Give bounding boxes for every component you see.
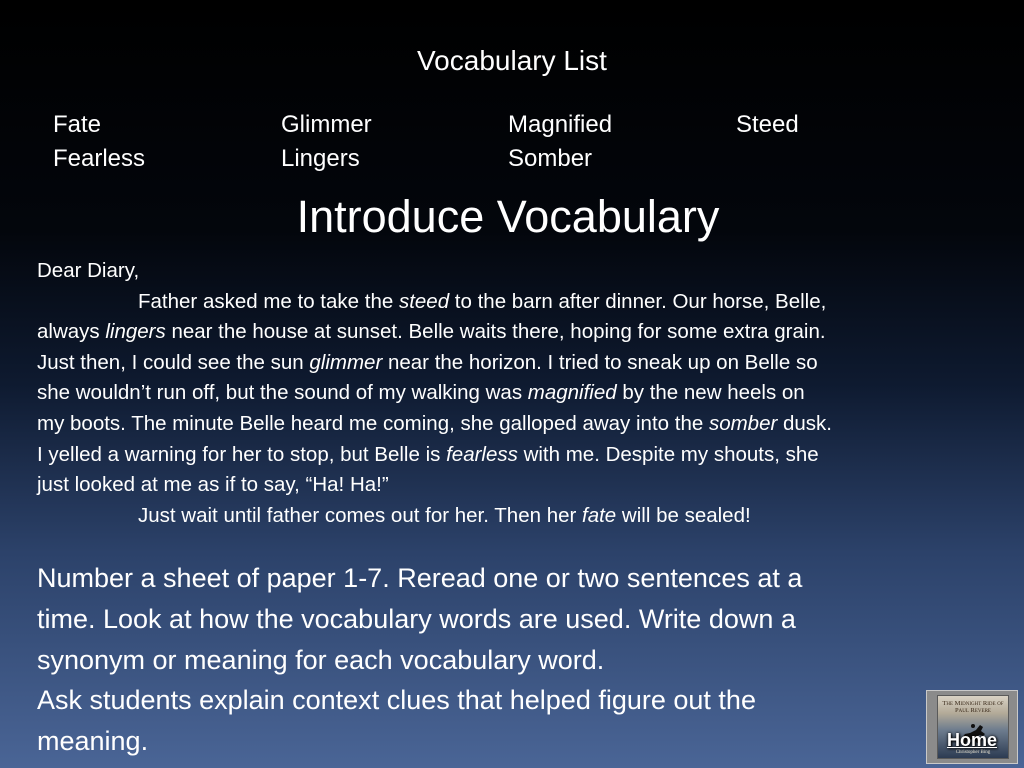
diary-text: will be sealed! — [616, 503, 751, 527]
diary-text: near the house at sunset. Belle waits there, hoping for some extra grain. — [165, 320, 826, 344]
diary-line — [37, 378, 997, 409]
diary-text: to the barn after dinner. Our horse, Belle, — [449, 289, 827, 313]
slide-title: Introduce Vocabulary — [296, 191, 720, 242]
vocab-word-in-context: somber — [708, 411, 778, 435]
home-label[interactable]: Home — [946, 730, 997, 750]
instruction-line: time. Look at how the vocabulary words are used. Write down a — [37, 603, 796, 634]
diary-text: I yelled a warning for her to stop, but Belle is — [37, 442, 447, 466]
vocab-word-steed: Steed — [736, 111, 799, 138]
vocab-word-in-context: magnified — [527, 381, 617, 405]
diary-text: my boots. The minute Belle heard me coming, she galloped away into the — [37, 411, 709, 435]
vocab-word-in-context: fearless — [446, 442, 518, 466]
diary-text: Just then, I could see the sun — [37, 350, 310, 374]
diary-text: Just wait until father comes out for her. Then her — [138, 503, 583, 527]
vocab-word-in-context: glimmer — [309, 350, 383, 374]
vocab-word-fearless: Fearless — [53, 145, 146, 172]
instruction-line: Number a sheet of paper 1-7. Reread one or two sentences at a — [37, 563, 803, 593]
home-button[interactable] — [926, 690, 1018, 764]
diary-line — [37, 440, 997, 471]
diary-text: she wouldn’t run off, but the sound of my walking was — [37, 381, 528, 405]
diary-line — [37, 409, 997, 440]
diary-line — [37, 317, 997, 348]
diary-greeting: Dear Diary, — [37, 259, 140, 282]
vocab-word-in-context: steed — [398, 289, 450, 313]
diary-text: near the horizon. I tried to sneak up on Belle so — [382, 350, 818, 374]
vocab-word-in-context: lingers — [105, 320, 166, 344]
vocabulary-list-title: Vocabulary List — [417, 45, 607, 76]
instruction-line: Ask students explain context clues that helped figure out the — [37, 685, 756, 716]
diary-text: with me. Despite my shouts, she — [517, 442, 819, 466]
vocab-word-in-context: fate — [582, 503, 617, 527]
vocab-word-glimmer: Glimmer — [281, 111, 372, 138]
diary-line — [37, 470, 997, 501]
diary-line — [37, 501, 997, 532]
vocab-word-somber: Somber — [508, 145, 593, 172]
book-cover-title: The Midnight Ride of Paul Revere — [942, 700, 1004, 714]
diary-line — [37, 287, 997, 318]
diary-line — [37, 348, 997, 379]
vocab-word-magnified: Magnified — [508, 111, 613, 138]
instruction-line: synonym or meaning for each vocabulary word. — [37, 644, 605, 675]
diary-text: just looked at me as if to say, “Ha! Ha!” — [37, 473, 389, 497]
diary-passage — [37, 256, 997, 531]
vocab-word-fate: Fate — [53, 111, 102, 138]
instructions-text — [37, 558, 937, 762]
diary-text: dusk. — [777, 411, 833, 435]
instruction-line: meaning. — [37, 726, 149, 757]
diary-text: Father asked me to take the — [138, 289, 399, 313]
diary-text: by the new heels on — [616, 381, 805, 405]
vocab-word-lingers: Lingers — [281, 145, 360, 172]
book-cover-author: Christopher Bing — [955, 750, 991, 755]
diary-text: always — [37, 320, 106, 344]
diary-lines — [37, 287, 997, 532]
